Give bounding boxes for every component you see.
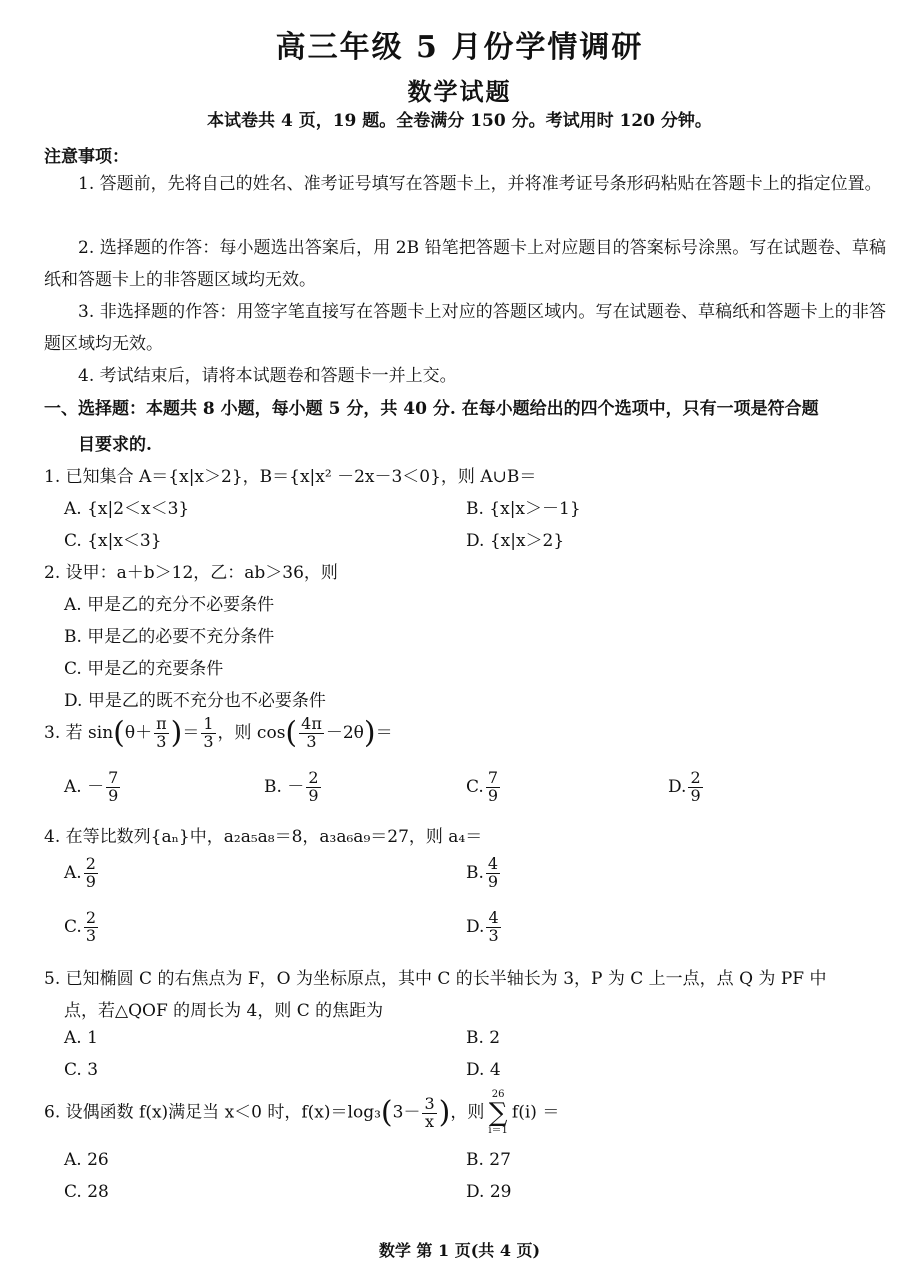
- section-heading-cont: 目要求的.: [78, 435, 152, 455]
- q1-option-a: A. {x|2＜x＜3}: [64, 499, 190, 519]
- q4-option-a: A. $\frac{2}{9}$: [64, 854, 96, 891]
- fraction: $\frac{3}{x}$: [424, 1093, 435, 1131]
- q6-option-a: A. 26: [64, 1150, 109, 1170]
- fraction: $\frac{\pi}{3}$: [156, 714, 167, 751]
- question-2-stem: 2. 设甲：a＋b＞12，乙：ab＞36，则: [44, 563, 338, 583]
- q3-option-d: D. $\frac{2}{9}$: [668, 768, 701, 805]
- q4-option-d: D. $\frac{4}{3}$: [466, 908, 499, 945]
- q1-option-c: C. {x|x＜3}: [64, 531, 162, 551]
- section-heading: 一、选择题：本题共 8 小题，每小题 5 分，共 40 分. 在每小题给出的四个选项中，只有一项是符合题: [44, 399, 819, 419]
- question-4-stem: 4. 在等比数列{aₙ}中，a₂a₅a₈＝8，a₃a₆a₉＝27，则 a₄＝: [44, 827, 483, 847]
- fraction: $\frac{1}{3}$: [203, 714, 214, 751]
- q5-option-c: C. 3: [64, 1060, 99, 1080]
- q2-option-d: D. 甲是乙的既不充分也不必要条件: [64, 691, 326, 711]
- fraction: $\frac{4\pi}{3}$: [301, 714, 322, 751]
- page-title: 高三年级 5 月份学情调研: [275, 30, 644, 65]
- question-3-stem: 3. 若 sin(θ＋ $\frac{\pi}{3}$ )＝ $\frac{1}{3}$ ，则 cos( $\frac{4\pi}{3}$ －2θ)＝: [44, 714, 393, 751]
- note-item-1: 1. 答题前，先将自己的姓名、准考证号填写在答题卡上，并将准考证号条形码粘贴在答题卡上的指定位置。: [78, 174, 882, 194]
- q4-option-c: C. $\frac{2}{3}$: [64, 908, 96, 945]
- q5-option-b: B. 2: [466, 1028, 501, 1048]
- question-1-stem: 1. 已知集合 A＝{x|x＞2}，B＝{x|x² －2x－3＜0}，则 A∪B＝: [44, 467, 537, 487]
- q3-option-c: C. $\frac{7}{9}$: [466, 768, 498, 805]
- question-5-stem-line-1: 5. 已知椭圆 C 的右焦点为 F，O 为坐标原点，其中 C 的长半轴长为 3，P 为 C 上一点，点 Q 为 PF 中: [44, 969, 827, 989]
- q5-option-a: A. 1: [64, 1028, 98, 1048]
- note-item-3: 3. 非选择题的作答：用签字笔直接写在答题卡上对应的答题区域内。写在试题卷、草稿纸和答题卡上的非答题区域均无效。: [44, 302, 886, 354]
- q6-option-c: C. 28: [64, 1182, 109, 1202]
- q2-option-b: B. 甲是乙的必要不充分条件: [64, 627, 275, 647]
- note-item-4: 4. 考试结束后，请将本试题卷和答题卡一并上交。: [78, 366, 457, 386]
- page-footer: 数学 第 1 页(共 4 页): [378, 1241, 541, 1260]
- q1-option-d: D. {x|x＞2}: [466, 531, 565, 551]
- question-5-stem-line-2: 点，若△QOF 的周长为 4，则 C 的焦距为: [64, 1001, 384, 1021]
- q1-option-b: B. {x|x＞－1}: [466, 499, 581, 519]
- notes-heading: 注意事项：: [44, 147, 129, 167]
- q5-option-d: D. 4: [466, 1060, 501, 1080]
- question-6-stem: 6. 设偶函数 f(x)满足当 x＜0 时，f(x)＝log₃(3－ $\frac{3}{x}$ )，则 26 ∑ i＝1 f(i) ＝: [44, 1089, 560, 1136]
- q6-option-d: D. 29: [466, 1182, 512, 1202]
- q2-option-a: A. 甲是乙的充分不必要条件: [64, 595, 275, 615]
- q2-option-c: C. 甲是乙的充要条件: [64, 659, 224, 679]
- q6-option-b: B. 27: [466, 1150, 511, 1170]
- exam-info: 本试卷共 4 页，19 题。全卷满分 150 分。考试用时 120 分钟。: [207, 111, 712, 131]
- note-item-2: 2. 选择题的作答：每小题选出答案后，用 2B 铅笔把答题卡上对应题目的答案标号涂黑。写在试题卷、草稿纸和答题卡上的非答题区域均无效。: [44, 238, 886, 290]
- page-subtitle: 数学试题: [407, 77, 512, 106]
- q3-option-a: A. － $\frac{7}{9}$: [64, 768, 119, 805]
- q4-option-b: B. $\frac{4}{9}$: [466, 854, 499, 891]
- summation: 26 ∑ i＝1: [488, 1089, 508, 1136]
- q3-option-b: B. － $\frac{2}{9}$: [264, 768, 319, 805]
